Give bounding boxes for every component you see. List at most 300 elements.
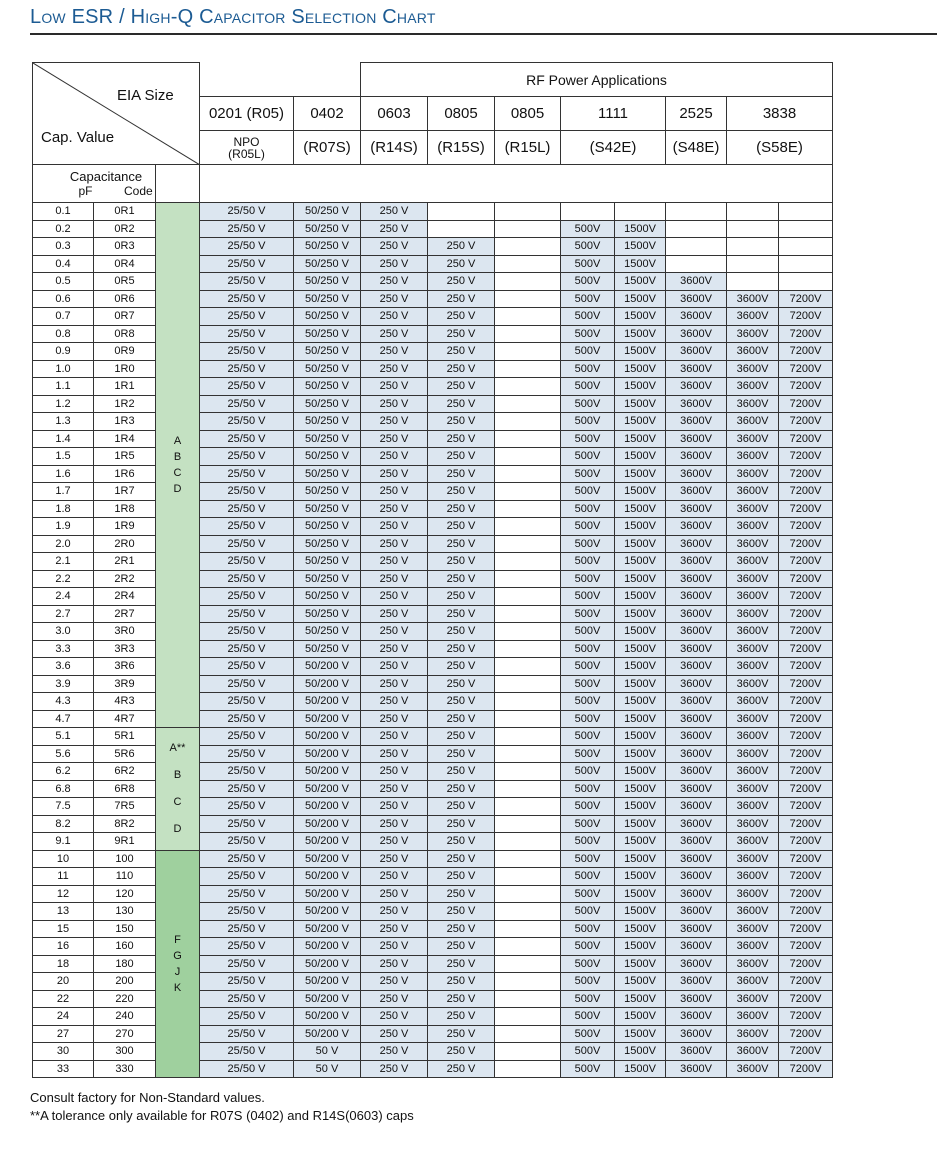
voltage-cell-0201: 25/50 V (200, 1043, 294, 1061)
voltage-cell-3838-b: 7200V (779, 833, 833, 851)
cap-pf-cell: 3.0 (33, 623, 94, 641)
voltage-cell-2525: 3600V (666, 1008, 727, 1026)
cap-code-cell: 240 (94, 1008, 156, 1026)
voltage-cell-3838-a: 3600V (727, 308, 779, 326)
voltage-cell-1111-1500: 1500V (615, 483, 666, 501)
voltage-cell-0805-r15s: 250 V (428, 360, 495, 378)
cap-pf-cell: 1.6 (33, 465, 94, 483)
voltage-cell-0805-r15s: 250 V (428, 938, 495, 956)
voltage-cell-0201: 25/50 V (200, 1008, 294, 1026)
voltage-cell-0805-r15s: 250 V (428, 518, 495, 536)
cap-pf-cell: 5.6 (33, 745, 94, 763)
voltage-cell-3838-a: 3600V (727, 728, 779, 746)
voltage-cell-1111-500: 500V (561, 343, 615, 361)
voltage-cell-3838-b: 7200V (779, 378, 833, 396)
table-row (33, 903, 833, 921)
code-r07s: (R07S) (294, 131, 361, 165)
cap-pf-cell: 0.3 (33, 238, 94, 256)
voltage-cell-1111-500: 500V (561, 885, 615, 903)
voltage-cell-0603: 250 V (361, 1008, 428, 1026)
voltage-cell-0603: 250 V (361, 675, 428, 693)
table-row (33, 640, 833, 658)
voltage-cell-0603: 250 V (361, 955, 428, 973)
cap-code-cell: 8R2 (94, 815, 156, 833)
voltage-cell-1111-500: 500V (561, 815, 615, 833)
voltage-cell-1111-1500: 1500V (615, 1060, 666, 1078)
voltage-cell-0805-r15l (495, 535, 561, 553)
cap-code-cell: 0R7 (94, 308, 156, 326)
voltage-cell-0805-r15l (495, 920, 561, 938)
cap-code-cell: 3R9 (94, 675, 156, 693)
cap-code-cell: 2R1 (94, 553, 156, 571)
voltage-cell-0805-r15s: 250 V (428, 640, 495, 658)
page-title: Low ESR / High-Q Capacitor Selection Chart (30, 6, 436, 28)
cap-code-cell: 2R7 (94, 605, 156, 623)
voltage-cell-0603: 250 V (361, 815, 428, 833)
table-row (33, 815, 833, 833)
voltage-cell-3838-a: 3600V (727, 623, 779, 641)
table-row (33, 1060, 833, 1078)
voltage-cell-0805-r15s: 250 V (428, 448, 495, 466)
voltage-cell-2525: 3600V (666, 780, 727, 798)
voltage-cell-3838-b: 7200V (779, 745, 833, 763)
voltage-cell-0805-r15l (495, 413, 561, 431)
voltage-cell-1111-1500: 1500V (615, 378, 666, 396)
voltage-cell-1111-1500: 1500V (615, 308, 666, 326)
cap-pf-cell: 1.3 (33, 413, 94, 431)
voltage-cell-0603: 250 V (361, 325, 428, 343)
size-0805-r15l: 0805 (495, 97, 561, 131)
voltage-cell-0805-r15s: 250 V (428, 850, 495, 868)
voltage-cell-0201: 25/50 V (200, 903, 294, 921)
voltage-cell-0805-r15l (495, 360, 561, 378)
voltage-cell-3838-b: 7200V (779, 623, 833, 641)
cap-pf-cell: 0.5 (33, 273, 94, 291)
cap-code-cell: 130 (94, 903, 156, 921)
title-rule (30, 33, 937, 35)
voltage-cell-0201: 25/50 V (200, 255, 294, 273)
voltage-cell-0603: 250 V (361, 693, 428, 711)
voltage-cell-3838-a (727, 273, 779, 291)
cap-pf-cell: 11 (33, 868, 94, 886)
voltage-cell-1111-1500: 1500V (615, 238, 666, 256)
voltage-cell-1111-1500: 1500V (615, 220, 666, 238)
voltage-cell-0402: 50/200 V (294, 745, 361, 763)
voltage-cell-3838-a: 3600V (727, 885, 779, 903)
voltage-cell-0402: 50/250 V (294, 343, 361, 361)
voltage-cell-0201: 25/50 V (200, 308, 294, 326)
voltage-cell-0603: 250 V (361, 850, 428, 868)
voltage-cell-0201: 25/50 V (200, 640, 294, 658)
table-row (33, 990, 833, 1008)
voltage-cell-2525: 3600V (666, 430, 727, 448)
voltage-cell-0201: 25/50 V (200, 325, 294, 343)
voltage-cell-3838-b: 7200V (779, 885, 833, 903)
voltage-cell-0402: 50/250 V (294, 325, 361, 343)
voltage-cell-0805-r15l (495, 255, 561, 273)
voltage-cell-0402: 50/250 V (294, 430, 361, 448)
cap-pf-cell: 2.1 (33, 553, 94, 571)
cap-pf-cell: 3.6 (33, 658, 94, 676)
voltage-cell-3838-a: 3600V (727, 833, 779, 851)
voltage-cell-0805-r15s: 250 V (428, 815, 495, 833)
voltage-cell-1111-500: 500V (561, 553, 615, 571)
voltage-cell-3838-b: 7200V (779, 955, 833, 973)
voltage-cell-0805-r15l (495, 553, 561, 571)
voltage-cell-1111-500: 500V (561, 903, 615, 921)
header-diagonal-cell (33, 63, 200, 165)
voltage-cell-1111-1500: 1500V (615, 990, 666, 1008)
voltage-cell-0805-r15s: 250 V (428, 693, 495, 711)
voltage-cell-0402: 50/250 V (294, 623, 361, 641)
table-row (33, 553, 833, 571)
voltage-cell-1111-1500: 1500V (615, 535, 666, 553)
voltage-cell-0402: 50/200 V (294, 1008, 361, 1026)
voltage-cell-0201: 25/50 V (200, 570, 294, 588)
voltage-cell-0201: 25/50 V (200, 885, 294, 903)
voltage-cell-2525: 3600V (666, 623, 727, 641)
voltage-cell-0805-r15l (495, 710, 561, 728)
voltage-cell-1111-1500: 1500V (615, 693, 666, 711)
pf-code-labels (33, 184, 155, 199)
voltage-cell-0805-r15l (495, 238, 561, 256)
cap-code-cell: 0R1 (94, 203, 156, 221)
voltage-cell-3838-b: 7200V (779, 815, 833, 833)
voltage-cell-3838-b: 7200V (779, 483, 833, 501)
table-row (33, 588, 833, 606)
voltage-cell-3838-a: 3600V (727, 413, 779, 431)
voltage-cell-0603: 250 V (361, 728, 428, 746)
voltage-cell-0603: 250 V (361, 588, 428, 606)
voltage-cell-0402: 50/200 V (294, 815, 361, 833)
voltage-cell-0603: 250 V (361, 885, 428, 903)
voltage-cell-0603: 250 V (361, 833, 428, 851)
voltage-cell-0603: 250 V (361, 535, 428, 553)
size-2525: 2525 (666, 97, 727, 131)
cap-pf-cell: 10 (33, 850, 94, 868)
voltage-cell-2525: 3600V (666, 325, 727, 343)
cap-code-cell: 330 (94, 1060, 156, 1078)
voltage-cell-0402: 50/250 V (294, 448, 361, 466)
table-row (33, 395, 833, 413)
voltage-cell-0402: 50/250 V (294, 308, 361, 326)
voltage-cell-3838-b: 7200V (779, 658, 833, 676)
voltage-cell-2525: 3600V (666, 518, 727, 536)
voltage-cell-1111-500: 500V (561, 763, 615, 781)
voltage-cell-0402: 50/200 V (294, 920, 361, 938)
table-row (33, 798, 833, 816)
voltage-cell-0805-r15l (495, 465, 561, 483)
voltage-cell-0402: 50/250 V (294, 238, 361, 256)
voltage-cell-3838-a: 3600V (727, 815, 779, 833)
voltage-cell-3838-b: 7200V (779, 570, 833, 588)
voltage-cell-1111-1500: 1500V (615, 325, 666, 343)
cap-code-cell: 1R5 (94, 448, 156, 466)
voltage-cell-0805-r15l (495, 570, 561, 588)
voltage-cell-1111-1500: 1500V (615, 938, 666, 956)
voltage-cell-3838-a: 3600V (727, 483, 779, 501)
voltage-cell-2525: 3600V (666, 885, 727, 903)
voltage-cell-1111-1500: 1500V (615, 973, 666, 991)
table-row (33, 535, 833, 553)
voltage-cell-0805-r15s: 250 V (428, 605, 495, 623)
voltage-cell-0402: 50/250 V (294, 605, 361, 623)
voltage-cell-3838-b (779, 203, 833, 221)
cap-pf-cell: 0.7 (33, 308, 94, 326)
cap-pf-cell: 1.4 (33, 430, 94, 448)
voltage-cell-1111-1500: 1500V (615, 413, 666, 431)
voltage-cell-0402: 50/200 V (294, 763, 361, 781)
voltage-cell-3838-a: 3600V (727, 990, 779, 1008)
voltage-cell-1111-500: 500V (561, 623, 615, 641)
voltage-cell-0603: 250 V (361, 308, 428, 326)
cap-code-cell: 7R5 (94, 798, 156, 816)
voltage-cell-1111-500: 500V (561, 588, 615, 606)
voltage-cell-0603: 250 V (361, 570, 428, 588)
note-consult-factory: Consult factory for Non-Standard values. (30, 1090, 265, 1105)
voltage-cell-0805-r15l (495, 290, 561, 308)
voltage-cell-2525: 3600V (666, 745, 727, 763)
voltage-cell-2525: 3600V (666, 570, 727, 588)
table-row (33, 780, 833, 798)
voltage-cell-3838-a: 3600V (727, 325, 779, 343)
voltage-cell-2525: 3600V (666, 500, 727, 518)
voltage-cell-2525: 3600V (666, 920, 727, 938)
voltage-cell-1111-1500: 1500V (615, 465, 666, 483)
cap-pf-cell: 0.6 (33, 290, 94, 308)
cap-pf-cell: 22 (33, 990, 94, 1008)
voltage-cell-2525: 3600V (666, 728, 727, 746)
voltage-cell-0805-r15l (495, 658, 561, 676)
voltage-cell-3838-b: 7200V (779, 553, 833, 571)
voltage-cell-0201: 25/50 V (200, 465, 294, 483)
voltage-cell-3838-b: 7200V (779, 920, 833, 938)
voltage-cell-0805-r15s: 250 V (428, 273, 495, 291)
voltage-cell-0402: 50/250 V (294, 570, 361, 588)
voltage-cell-0805-r15l (495, 955, 561, 973)
voltage-cell-2525: 3600V (666, 868, 727, 886)
voltage-cell-2525: 3600V (666, 308, 727, 326)
voltage-cell-3838-a (727, 255, 779, 273)
voltage-cell-3838-b: 7200V (779, 990, 833, 1008)
voltage-cell-0402: 50/250 V (294, 535, 361, 553)
size-0201: 0201 (R05) (200, 97, 294, 131)
voltage-cell-2525: 3600V (666, 833, 727, 851)
cap-code-cell: 1R0 (94, 360, 156, 378)
tolerance-letter: F (174, 933, 181, 946)
cap-code-cell: 150 (94, 920, 156, 938)
voltage-cell-2525: 3600V (666, 483, 727, 501)
tolerance-group (156, 850, 200, 1078)
cap-code-cell: 0R4 (94, 255, 156, 273)
voltage-cell-0201: 25/50 V (200, 955, 294, 973)
voltage-cell-1111-500: 500V (561, 868, 615, 886)
voltage-cell-0201: 25/50 V (200, 238, 294, 256)
table-row (33, 1008, 833, 1026)
voltage-cell-3838-a: 3600V (727, 693, 779, 711)
voltage-cell-3838-a: 3600V (727, 535, 779, 553)
cap-code-cell: 0R5 (94, 273, 156, 291)
voltage-cell-1111-1500: 1500V (615, 623, 666, 641)
table-row (33, 920, 833, 938)
voltage-cell-1111-500: 500V (561, 220, 615, 238)
voltage-cell-0201: 25/50 V (200, 920, 294, 938)
cap-pf-cell: 0.4 (33, 255, 94, 273)
voltage-cell-0805-r15l (495, 395, 561, 413)
size-0805-r15s: 0805 (428, 97, 495, 131)
voltage-cell-1111-500: 500V (561, 360, 615, 378)
voltage-cell-0201: 25/50 V (200, 693, 294, 711)
table-row (33, 658, 833, 676)
voltage-cell-1111-500 (561, 203, 615, 221)
voltage-cell-0603: 250 V (361, 763, 428, 781)
cap-code-cell: 110 (94, 868, 156, 886)
voltage-cell-0402: 50/250 V (294, 273, 361, 291)
table-row (33, 308, 833, 326)
voltage-cell-0603: 250 V (361, 990, 428, 1008)
voltage-cell-0805-r15s: 250 V (428, 1025, 495, 1043)
voltage-cell-1111-1500: 1500V (615, 833, 666, 851)
voltage-cell-3838-a: 3600V (727, 868, 779, 886)
voltage-cell-1111-500: 500V (561, 465, 615, 483)
voltage-cell-3838-a: 3600V (727, 553, 779, 571)
voltage-cell-0805-r15s: 250 V (428, 798, 495, 816)
voltage-cell-1111-500: 500V (561, 973, 615, 991)
voltage-cell-1111-1500: 1500V (615, 360, 666, 378)
voltage-cell-0603: 250 V (361, 868, 428, 886)
voltage-cell-0805-r15s: 250 V (428, 378, 495, 396)
voltage-cell-0603: 250 V (361, 378, 428, 396)
voltage-cell-0603: 250 V (361, 255, 428, 273)
tolerance-letter: K (173, 981, 182, 994)
voltage-cell-0603: 250 V (361, 798, 428, 816)
cap-pf-cell: 27 (33, 1025, 94, 1043)
table-row (33, 430, 833, 448)
footnotes (30, 1089, 414, 1125)
cap-pf-cell: 6.2 (33, 763, 94, 781)
voltage-cell-1111-1500: 1500V (615, 395, 666, 413)
voltage-cell-3838-a: 3600V (727, 290, 779, 308)
cap-code-cell: 1R9 (94, 518, 156, 536)
code-s48e: (S48E) (666, 131, 727, 165)
table-row (33, 570, 833, 588)
tolerance-header-blank (156, 165, 200, 203)
voltage-cell-3838-a: 3600V (727, 360, 779, 378)
voltage-cell-1111-500: 500V (561, 535, 615, 553)
voltage-cell-2525: 3600V (666, 395, 727, 413)
voltage-cell-1111-500: 500V (561, 273, 615, 291)
code-label: Code (124, 183, 153, 198)
voltage-cell-3838-b: 7200V (779, 763, 833, 781)
voltage-cell-1111-500: 500V (561, 1008, 615, 1026)
voltage-cell-0805-r15l (495, 885, 561, 903)
cap-code-cell: 3R3 (94, 640, 156, 658)
voltage-cell-1111-1500: 1500V (615, 710, 666, 728)
voltage-cell-0402: 50/200 V (294, 833, 361, 851)
voltage-cell-3838-b (779, 238, 833, 256)
voltage-cell-2525: 3600V (666, 990, 727, 1008)
voltage-cell-0201: 25/50 V (200, 448, 294, 466)
table-row (33, 325, 833, 343)
voltage-cell-1111-1500: 1500V (615, 273, 666, 291)
voltage-cell-1111-500: 500V (561, 1025, 615, 1043)
voltage-cell-3838-b (779, 220, 833, 238)
voltage-cell-0805-r15l (495, 693, 561, 711)
voltage-cell-0402: 50/200 V (294, 973, 361, 991)
voltage-cell-3838-b: 7200V (779, 290, 833, 308)
voltage-cell-0805-r15s (428, 220, 495, 238)
voltage-cell-0201: 25/50 V (200, 518, 294, 536)
voltage-cell-0805-r15l (495, 378, 561, 396)
table-row (33, 1025, 833, 1043)
cap-code-cell: 270 (94, 1025, 156, 1043)
table-row (33, 623, 833, 641)
cap-value-label: Cap. Value (41, 129, 115, 146)
voltage-cell-0805-r15l (495, 990, 561, 1008)
voltage-cell-0201: 25/50 V (200, 763, 294, 781)
voltage-cell-0201: 25/50 V (200, 413, 294, 431)
tolerance-letter: G (173, 949, 182, 962)
cap-pf-cell: 1.2 (33, 395, 94, 413)
voltage-cell-0201: 25/50 V (200, 203, 294, 221)
voltage-cell-0402: 50/200 V (294, 885, 361, 903)
voltage-cell-2525: 3600V (666, 675, 727, 693)
voltage-cell-0805-r15l (495, 850, 561, 868)
voltage-cell-0805-r15s: 250 V (428, 1043, 495, 1061)
voltage-cell-0805-r15s: 250 V (428, 990, 495, 1008)
voltage-cell-0805-r15l (495, 675, 561, 693)
voltage-cell-0603: 250 V (361, 780, 428, 798)
cap-pf-cell: 30 (33, 1043, 94, 1061)
voltage-cell-0201: 25/50 V (200, 220, 294, 238)
voltage-cell-0805-r15s: 250 V (428, 675, 495, 693)
voltage-cell-3838-b: 7200V (779, 1008, 833, 1026)
voltage-cell-1111-1500: 1500V (615, 675, 666, 693)
voltage-cell-0603: 250 V (361, 553, 428, 571)
voltage-cell-1111-1500: 1500V (615, 920, 666, 938)
voltage-cell-1111-500: 500V (561, 448, 615, 466)
voltage-cell-0201: 25/50 V (200, 360, 294, 378)
cap-pf-cell: 15 (33, 920, 94, 938)
voltage-cell-3838-b: 7200V (779, 973, 833, 991)
voltage-cell-0805-r15l (495, 798, 561, 816)
eia-size-label: EIA Size (117, 87, 174, 104)
voltage-cell-1111-1500: 1500V (615, 553, 666, 571)
cap-code-cell: 3R6 (94, 658, 156, 676)
tolerance-letter: C (173, 795, 182, 808)
voltage-cell-1111-1500: 1500V (615, 780, 666, 798)
voltage-cell-3838-a: 3600V (727, 378, 779, 396)
voltage-cell-3838-b: 7200V (779, 693, 833, 711)
cap-pf-cell: 1.7 (33, 483, 94, 501)
voltage-cell-0805-r15s: 250 V (428, 763, 495, 781)
cap-code-cell: 0R3 (94, 238, 156, 256)
voltage-cell-0805-r15s: 250 V (428, 920, 495, 938)
table-row (33, 220, 833, 238)
voltage-cell-0402: 50/200 V (294, 798, 361, 816)
table-row (33, 238, 833, 256)
capacitance-label: Capacitance (69, 168, 143, 184)
voltage-cell-0201: 25/50 V (200, 500, 294, 518)
cap-pf-cell: 1.9 (33, 518, 94, 536)
voltage-cell-0603: 250 V (361, 640, 428, 658)
voltage-cell-3838-a: 3600V (727, 1043, 779, 1061)
voltage-cell-0201: 25/50 V (200, 588, 294, 606)
cap-code-cell: 1R4 (94, 430, 156, 448)
voltage-cell-0201: 25/50 V (200, 780, 294, 798)
voltage-cell-2525: 3600V (666, 973, 727, 991)
table-row (33, 973, 833, 991)
